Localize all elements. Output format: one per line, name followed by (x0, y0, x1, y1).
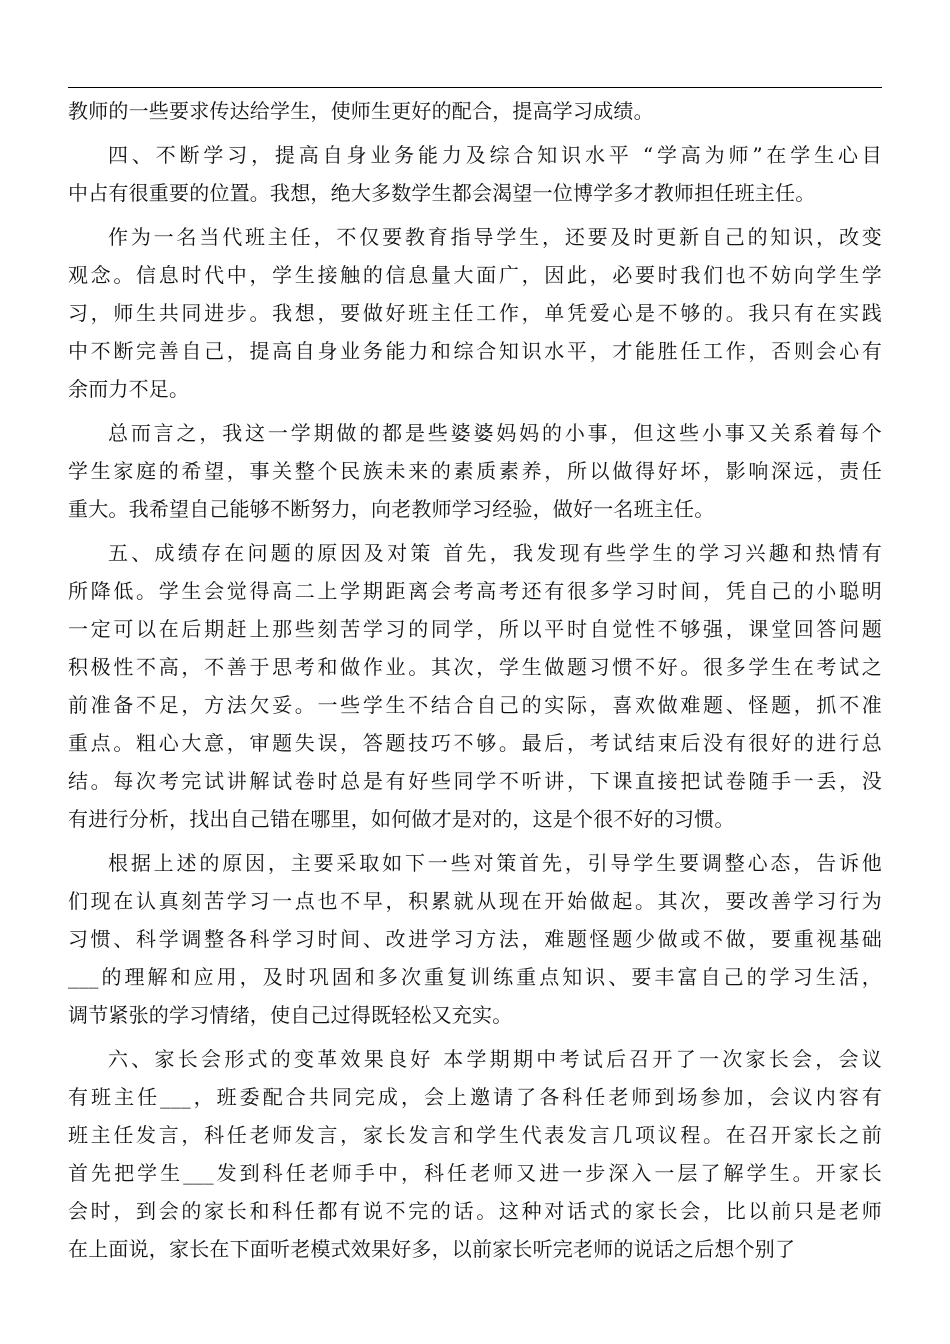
text-line: 五、成绩存在问题的原因及对策 首先，我发现有些学生的学习兴趣和热情有 (108, 541, 882, 565)
text-line: 在上面说，家长在下面听老模式效果好多，以前家长听完老师的说话之后想个别了 (68, 1237, 796, 1261)
text-line: 观念。信息时代中，学生接触的信息量大面广，因此，必要时我们也不妨向学生学 (68, 263, 882, 287)
text-line: 四、不断学习，提高自身业务能力及综合知识水平 “学高为师”在学生心目 (108, 143, 882, 167)
text-line: 积极性不高，不善于思考和做作业。其次，学生做题习惯不好。很多学生在考试之 (68, 655, 882, 679)
text-line: 结。每次考完试讲解试卷时总是有好些同学不听讲，下课直接把试卷随手一丢，没 (68, 769, 882, 793)
text-line: 习，师生共同进步。我想，要做好班主任工作，单凭爱心是不够的。我只有在实践 (68, 301, 882, 325)
text-line: 重点。粗心大意，审题失误，答题技巧不够。最后，考试结束后没有很好的进行总 (68, 731, 882, 755)
text-line: 中不断完善自己，提高自身业务能力和综合知识水平，才能胜任工作，否则会心有 (68, 339, 882, 363)
paragraph (68, 534, 882, 838)
text-line: 总而言之，我这一学期做的都是些婆婆妈妈的小事，但这些小事又关系着每个 (108, 421, 882, 445)
text-line: 学生家庭的希望，事关整个民族未来的素质素养，所以做得好坏，影响深远，责任 (68, 459, 882, 483)
text-line: 所降低。学生会觉得高二上学期距离会考高考还有很多学习时间，凭自己的小聪明 (68, 579, 882, 603)
text-line: 们现在认真刻苦学习一点也不早，积累就从现在开始做起。其次，要改善学习行为 (68, 889, 882, 913)
text-line: ___的理解和应用，及时巩固和多次重复训练重点知识、要丰富自己的学习生活， (68, 965, 882, 989)
paragraph (68, 92, 882, 130)
text-line: 教师的一些要求传达给学生，使师生更好的配合，提高学习成绩。 (68, 99, 654, 123)
text-line: 一定可以在后期赶上那些刻苦学习的同学，所以平时自觉性不够强，课堂回答问题 (68, 617, 882, 641)
text-line: 有进行分析，找出自己错在哪里，如何做才是对的，这是个很不好的习惯。 (68, 807, 735, 831)
paragraph (68, 1040, 882, 1268)
text-line: 余而力不足。 (68, 377, 190, 401)
text-line: 习惯、科学调整各科学习时间、改进学习方法，难题怪题少做或不做，要重视基础 (68, 927, 882, 951)
text-line: 六、家长会形式的变革效果良好 本学期期中考试后召开了一次家长会，会议 (108, 1047, 882, 1071)
text-line: 前准备不足，方法欠妥。一些学生不结合自己的实际，喜欢做难题、怪题，抓不准 (68, 693, 882, 717)
text-line: 根据上述的原因，主要采取如下一些对策首先，引导学生要调整心态，告诉他 (108, 851, 882, 875)
text-line: 首先把学生___发到科任老师手中，科任老师又进一步深入一层了解学生。开家长 (68, 1161, 882, 1185)
text-line: 班主任发言，科任老师发言，家长发言和学生代表发言几项议程。在召开家长之前 (68, 1123, 882, 1147)
text-line: 有班主任___，班委配合共同完成，会上邀请了各科任老师到场参加，会议内容有 (68, 1085, 882, 1109)
text-line: 会时，到会的家长和科任都有说不完的话。这种对话式的家长会，比以前只是老师 (68, 1199, 882, 1223)
text-line: 中占有很重要的位置。我想，绝大多数学生都会渴望一位博学多才教师担任班主任。 (68, 181, 816, 205)
text-line: 重大。我希望自己能够不断努力，向老教师学习经验，做好一名班主任。 (68, 497, 715, 521)
paragraph (68, 844, 882, 1034)
paragraph (68, 136, 882, 212)
text-line: 作为一名当代班主任，不仅要教育指导学生，还要及时更新自己的知识，改变 (108, 225, 882, 249)
header-rule (68, 87, 882, 88)
document-body (68, 92, 882, 1268)
text-line: 调节紧张的学习情绪，使自己过得既轻松又充实。 (68, 1003, 513, 1027)
paragraph (68, 414, 882, 528)
paragraph (68, 218, 882, 408)
